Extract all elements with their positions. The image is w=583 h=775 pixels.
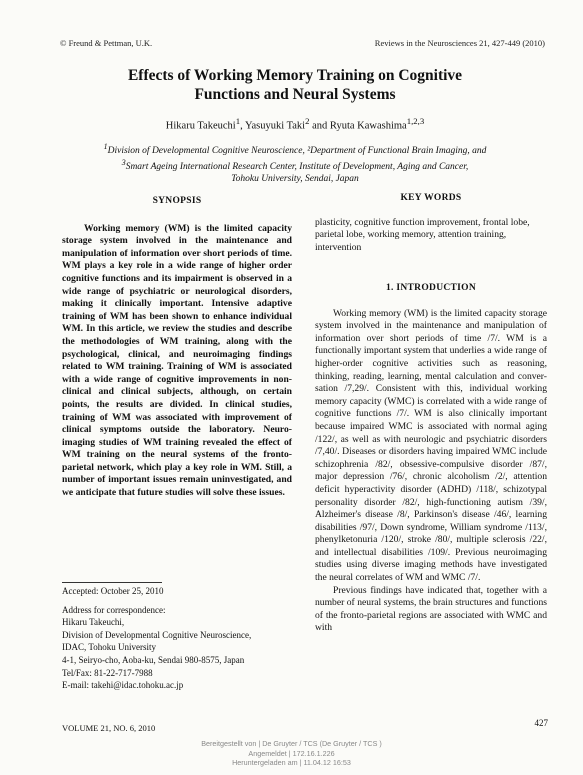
author-1-affil: 1 xyxy=(235,116,241,126)
correspondence-dept: Division of Developmental Cognitive Neuroscience, xyxy=(62,629,252,640)
page-number: 427 xyxy=(534,718,548,728)
affiliation-line-2: $^3$Smart Ageing International Research Center, Institute of Development, Aging and Cancer, xyxy=(121,158,469,173)
title-line-2: Functions and Neural Systems xyxy=(194,86,396,103)
stamp-line-3: Heruntergeladen am | 11.04.12 16:53 xyxy=(232,758,351,767)
synopsis-text: Working memory (WM) is the limited capacity storage system involved in the maintenance and manipulation of information over short periods of time. WM plays a key role in a wide range of higher order cognitive functions and its impairment is observed in a wide range of psychiatric or neurological disorders, making it clinically important. Intensive adaptive training of WM has been shown to enhance individual WM. In this article, we review the studies and describe the methodologies of WM training, along with the psychological, clinical, and neuroimaging findings related to WM training. Training of WM is associated with a wide range of cognitive improvements in non-clinical and clinical subjects, although, on certain points, the results are divided. In clinical studies, training of WM was associated with improvement of clinical symptoms outside the laboratory. Neuro-imaging studies of WM training revealed the effect of WM training on the neural systems of the fronto-parietal network, which play a key role in WM. Still, a number of important issues remain uninvestigated, and we anticipate that future studies will solve these issues. xyxy=(62,222,292,499)
correspondence-name: Hikaru Takeuchi, xyxy=(62,617,125,628)
author-list xyxy=(60,116,530,132)
keywords-text: plasticity, cognitive function improvement, frontal lobe, parietal lobe, working memory, attention training, intervention xyxy=(315,216,530,253)
copyright-header: © Freund & Pettman, U.K. xyxy=(60,38,153,48)
article-title xyxy=(60,66,530,104)
correspondence-address: 4-1, Seiryo-cho, Aoba-ku, Sendai 980-8575, Japan xyxy=(62,654,245,665)
introduction-paragraph-1: Working memory (WM) is the limited capacity storage system involved in the maintenance and manipulation of information over short periods of time /7/. WM is a functionally important system that underlies a wide range of higher-order cognitive activities such as reasoning, thinking, reading, learning, mental calculation and conver-sation /7,29/. Consistent with this, individual working memory capacity (WMC) is correlated with a wide range of cognitive functions /7/. WM is also clinically important because impaired WMC is associated with normal aging /122/, as well as with neurologic and psychiatric disorders /7,40/. Diseases or disorders having impaired WMC include schizophrenia /82/, obsessive-compulsive disorder /87/, major depression /76/, chronic alcoholism /2/, attention deficit hyperactivity disorder (ADHD) /118/, schizotypal personality disorder /82/, high-functioning autism /39/, Alzheimer's disease /8/, Parkinson's disease /46/, learning disabilities /97/, Down syndrome, William syndrome /113/, phenylketonuria /120/, stroke /80/, multiple sclerosis /22/, and intellectual disabilities /109/. Previous neuroimaging studies using diverse imaging methods have investigated the neural correlates of WM and WMC /7/. xyxy=(315,307,547,584)
introduction-section xyxy=(315,282,547,635)
synopsis-heading: SYNOPSIS xyxy=(152,196,202,206)
author-2: , Yasuyuki Taki xyxy=(240,120,306,132)
correspondence-block xyxy=(62,585,292,692)
affiliation-line-1: $^1$Division of Developmental Cognitive Neuroscience, ²Department of Functional Brain Imaging, and xyxy=(103,142,487,157)
download-stamp xyxy=(0,739,583,768)
author-3-affil: 1,2,3 xyxy=(406,116,425,126)
correspondence-phone: Tel/Fax: 81-22-717-7988 xyxy=(62,667,153,678)
correspondence-label: Address for correspondence: xyxy=(62,604,166,615)
synopsis-section xyxy=(62,195,292,500)
introduction-paragraph-2: Previous findings have indicated that, together with a number of neural systems, the brain structures and functions of the fronto-parietal regions are associated with WMC and with xyxy=(315,584,547,634)
volume-footer: VOLUME 21, NO. 6, 2010 xyxy=(62,723,156,733)
journal-citation-header: Reviews in the Neurosciences 21, 427-449 (2010) xyxy=(374,38,545,48)
keywords-heading: KEY WORDS xyxy=(400,193,462,203)
stamp-line-2: Angemeldet | 172.16.1.226 xyxy=(248,748,335,758)
introduction-heading: 1. INTRODUCTION xyxy=(385,283,476,293)
affiliation-line-3: Tohoku University, Sendai, Japan xyxy=(231,174,359,185)
footnote-divider xyxy=(62,582,162,583)
correspondence-institution: IDAC, Tohoku University xyxy=(62,642,156,653)
correspondence-email: E-mail: takehi@idac.tohoku.ac.jp xyxy=(62,680,184,691)
author-3: and Ryuta Kawashima xyxy=(309,120,407,132)
author-1: Hikaru Takeuchi xyxy=(165,120,236,132)
affiliations xyxy=(60,141,530,185)
keywords-section xyxy=(315,192,547,254)
accepted-date: Accepted: October 25, 2010 xyxy=(62,586,164,596)
author-2-affil: 2 xyxy=(305,116,310,126)
stamp-line-1: Bereitgestellt von | De Gruyter / TCS (De Gruyter / TCS ) xyxy=(201,739,382,748)
title-line-1: Effects of Working Memory Training on Cognitive xyxy=(127,67,463,84)
